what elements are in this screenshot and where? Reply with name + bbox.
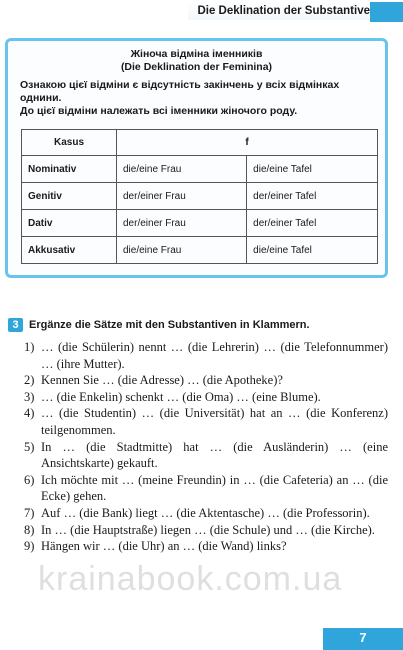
item-text: In … (die Hauptstraße) liegen … (die Schule) und … (die Kirche).: [41, 522, 375, 537]
list-item: [24, 472, 388, 505]
item-text: Hängen wir … (die Uhr) an … (die Wand) links?: [41, 539, 287, 554]
header-f: f: [117, 130, 378, 156]
rule-text: [20, 79, 375, 118]
rule-box: [5, 38, 388, 278]
declension-table: [21, 129, 378, 264]
rule-text-line3: До цієї відміни належать всі іменники жіночого роду.: [20, 105, 298, 117]
case-cell: Nominativ: [22, 156, 117, 183]
item-number: 4): [24, 406, 35, 421]
case-cell: Akkusativ: [22, 237, 117, 264]
table-row: [22, 210, 378, 237]
exercise-number-badge: 3: [8, 318, 23, 332]
item-text: Ich möchte mit … (meine Freundin) in … (die Cafeteria) an … (die Ecke) gehen.: [41, 472, 388, 504]
page-number: 7: [359, 630, 367, 645]
table-header-row: [22, 130, 378, 156]
item-number: 8): [24, 522, 35, 537]
case-cell: Dativ: [22, 210, 117, 237]
form-cell: die/eine Tafel: [247, 237, 378, 264]
exercise-heading: [8, 318, 398, 332]
item-text: … (die Studentin) … (die Universität) hat an … (die Konferenz) teilgenommen.: [41, 406, 388, 437]
item-number: 7): [24, 505, 35, 520]
list-item: [24, 439, 388, 472]
form-cell: die/eine Frau: [117, 156, 247, 183]
item-number: 6): [24, 472, 35, 487]
list-item: [24, 339, 388, 372]
rule-title-line1: Жіноча відміна іменників: [130, 48, 263, 60]
case-cell: Genitiv: [22, 183, 117, 210]
item-text: Auf … (die Bank) liegt … (die Aktentasche) … (die Professorin).: [41, 505, 370, 520]
form-cell: der/einer Frau: [117, 183, 247, 210]
form-cell: der/einer Tafel: [247, 183, 378, 210]
list-item: [24, 522, 388, 539]
item-text: Kennen Sie … (die Adresse) … (die Apotheke)?: [41, 373, 283, 388]
list-item: [24, 389, 388, 406]
page-number-band: [323, 628, 403, 650]
exercise-instruction: Ergänze die Sätze mit den Substantiven in Klammern.: [29, 319, 310, 331]
list-item: [24, 538, 388, 555]
section-tab: [370, 2, 403, 22]
form-cell: die/eine Tafel: [247, 156, 378, 183]
item-number: 1): [24, 340, 35, 354]
list-item: [24, 372, 388, 389]
form-cell: die/eine Frau: [117, 237, 247, 264]
header-kasus: Kasus: [22, 130, 117, 156]
table-row: [22, 156, 378, 183]
item-number: 9): [24, 539, 35, 554]
item-number: 5): [24, 439, 35, 454]
item-number: 2): [24, 373, 35, 388]
item-text: … (die Schülerin) nennt … (die Lehrerin) … (die Telefonnummer) … (ihre Mutter).: [41, 340, 388, 371]
form-cell: der/einer Tafel: [247, 210, 378, 237]
sentence-list: [24, 339, 388, 555]
table-row: [22, 237, 378, 264]
item-number: 3): [24, 389, 35, 404]
rule-text-line2: однини.: [20, 92, 62, 104]
list-item: [24, 405, 388, 438]
rule-title: [8, 48, 385, 74]
rule-title-line2: (Die Deklination der Feminina): [120, 61, 273, 73]
item-text: … (die Enkelin) schenkt … (die Oma) … (eine Blume).: [41, 389, 321, 404]
watermark: krainabook.com.ua: [38, 560, 343, 598]
table-row: [22, 183, 378, 210]
item-text: In … (die Stadtmitte) hat … (die Ausländerin) … (eine Ansichtskarte) gekauft.: [41, 439, 388, 471]
list-item: [24, 505, 388, 522]
section-title: Die Deklination der Substantive: [188, 2, 374, 20]
form-cell: der/einer Frau: [117, 210, 247, 237]
rule-text-line1: Ознакою цієї відміни є відсутність закінчень у всіх відмінках: [20, 79, 340, 91]
